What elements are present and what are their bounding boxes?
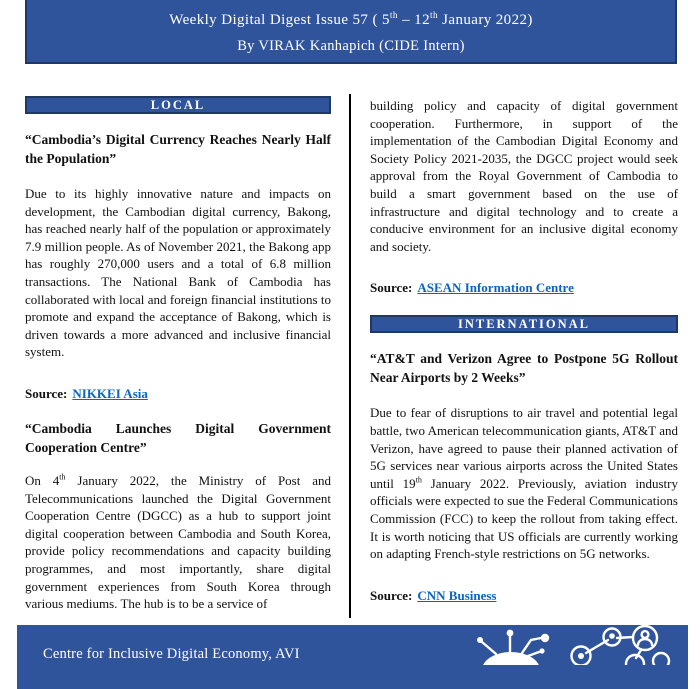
- source-line-asean: [370, 280, 678, 296]
- footer-banner: [17, 625, 688, 689]
- article-headline-dgcc: “Cambodia Launches Digital Government Cooperation Centre”: [25, 420, 331, 455]
- article-headline-bakong: “Cambodia’s Digital Currency Reaches Nearly Half the Population”: [25, 132, 331, 166]
- byline: By VIRAK Kanhapich (CIDE Intern): [237, 38, 465, 54]
- body-part: January 2022. Previously, aviation industry officials were expected to sue the Federal Communications Commission (FCC) to keep the rollout from taking effect. It is worth noticing that US officials are currently working on adapting French-style restrictions on 5G networks.: [370, 475, 678, 562]
- article-body-5g: [370, 404, 678, 562]
- article-headline-5g: “AT&T and Verizon Agree to Postpone 5G Rollout Near Airports by 2 Weeks”: [370, 351, 678, 386]
- network-people-nodes-icon: [465, 625, 680, 665]
- title-part: – 12: [397, 12, 430, 28]
- masthead-banner: [25, 0, 677, 64]
- title-part: January 2022): [438, 12, 533, 28]
- source-label: Source:: [370, 280, 413, 296]
- source-line-nikkei: [25, 386, 331, 402]
- article-body-bakong: Due to its highly innovative nature and impacts on development, the Cambodian digital currency, Bakong, has reached nearly half of the population or approximately 7.9 million people. As of November 2021, the Bakong app has roughly 270,000 users and a total of 6.8 million transactions. The National Bank of Cambodia has collaborated with local and foreign financial institutions to promote and expand the acceptance of Bakong, which is driven towards a more advanced and inclusive financial system.: [25, 186, 331, 360]
- left-column: [25, 96, 331, 613]
- body-superscript: th: [59, 472, 66, 482]
- body-part: January 2022, the Ministry of Post and Telecommunications launched the Digital Government Cooperation Centre (DGCC) as a hub to support joint digital cooperation between Cambodia and South Korea, provide policy recommendations and capacity building programmes, and most importantly, share digital government experiences from South Korea through various mediums. The hub is to be a service of: [25, 472, 331, 612]
- source-label: Source:: [370, 587, 413, 603]
- body-superscript: th: [415, 475, 422, 485]
- article-body-dgcc: [25, 472, 331, 613]
- body-part: Due to fear of disruptions to air travel and potential legal battle, two American telecommunication giants, AT&T and Verizon, have agreed to pause their planned activation of 5G services near various airports across the United States until 19: [370, 405, 678, 491]
- source-link-cnn-business[interactable]: CNN Business: [417, 587, 497, 603]
- title-superscript: th: [429, 11, 439, 21]
- right-column: [370, 96, 678, 604]
- title-superscript: th: [389, 11, 398, 21]
- column-divider: [349, 94, 351, 618]
- section-header-international: INTERNATIONAL: [370, 315, 678, 333]
- title-part: Weekly Digital Digest Issue 57 ( 5: [169, 12, 390, 28]
- section-header-local: LOCAL: [25, 96, 331, 114]
- footer-organization: Centre for Inclusive Digital Economy, AVI: [43, 646, 300, 662]
- article-body-dgcc-continued: building policy and capacity of digital government cooperation. Furthermore, in support of the implementation of the Cambodian Digital Economy and Society Policy 2021-2035, the DGCC project would seek approval from the Royal Government of Cambodia to build a smart government based on the use of infrastructure and digital technology and to create a conducive environment for an inclusive digital economy and society.: [370, 98, 678, 254]
- source-link-asean-information-centre[interactable]: ASEAN Information Centre: [417, 280, 574, 296]
- source-line-cnn: [370, 588, 678, 604]
- source-link-nikkei-asia[interactable]: NIKKEI Asia: [72, 385, 148, 401]
- source-label: Source:: [25, 385, 68, 401]
- body-part: On 4: [25, 472, 60, 488]
- newsletter-title: [169, 12, 533, 29]
